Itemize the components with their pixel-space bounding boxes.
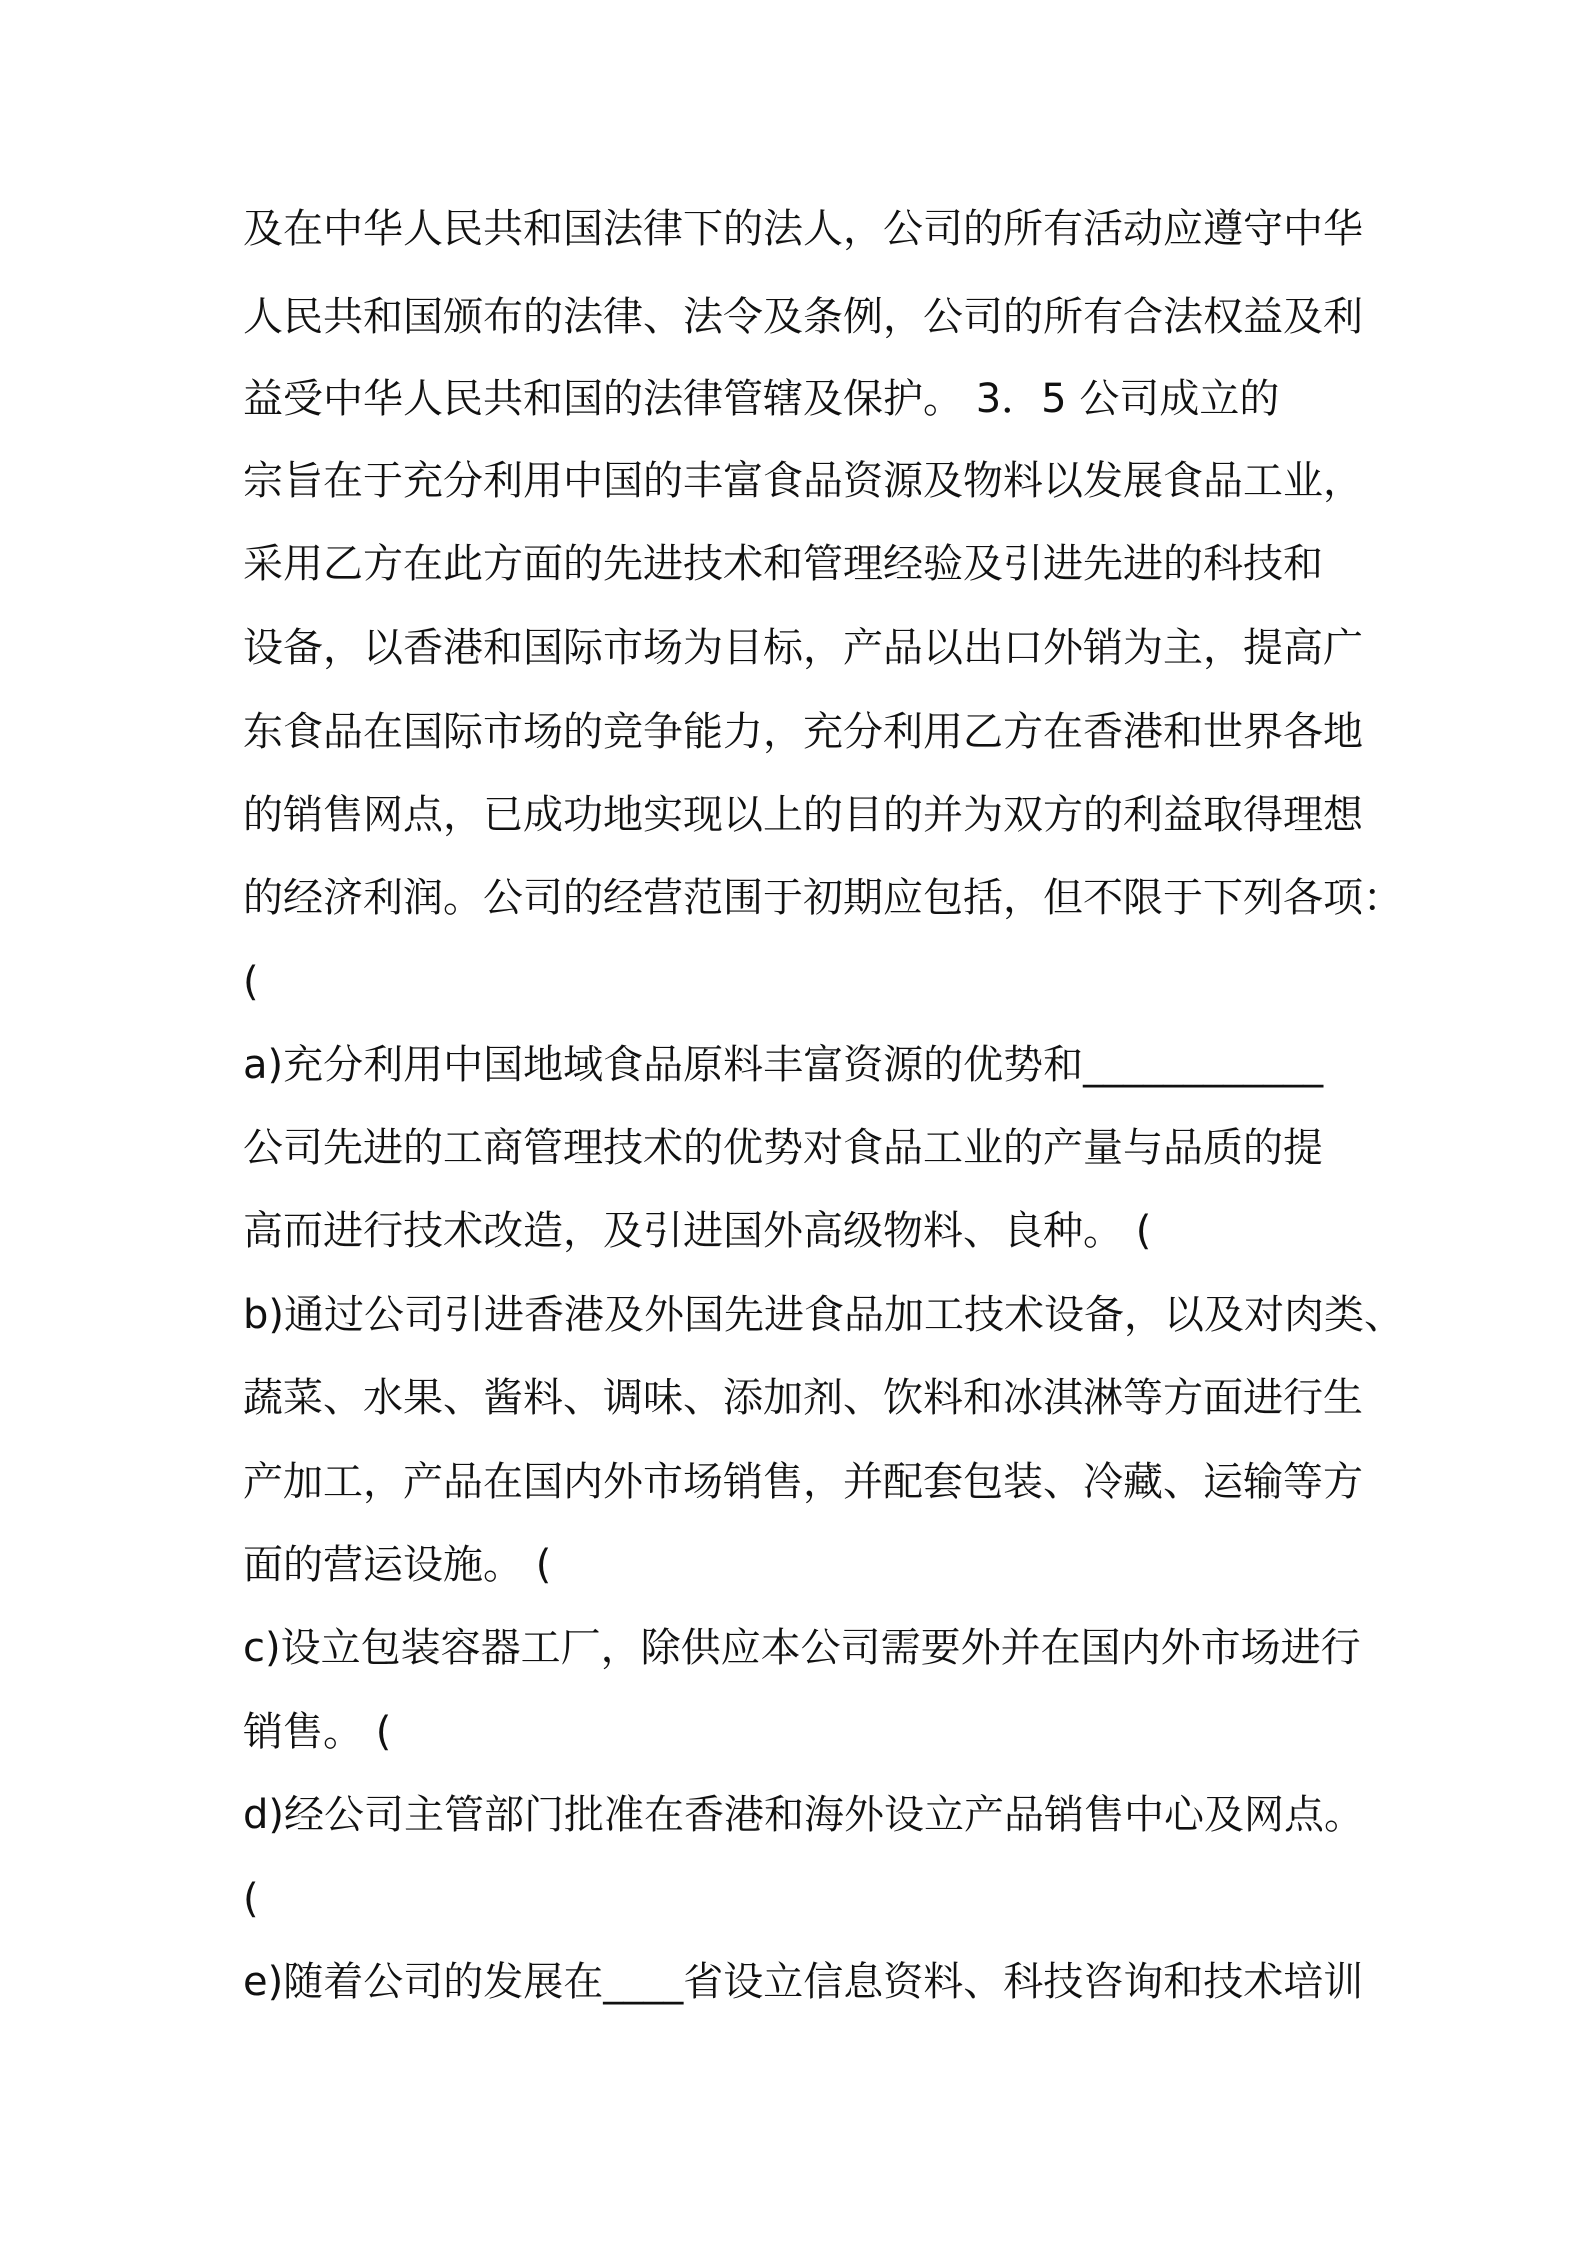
text-line: e)随着公司的发展在____省设立信息资料、科技咨询和技术培训	[243, 1959, 1364, 2005]
text-line: 的销售网点，已成功地实现以上的目的并为双方的利益取得理想	[243, 792, 1363, 838]
text-line: 及在中华人民共和国法律下的法人，公司的所有活动应遵守中华	[243, 206, 1363, 252]
text-line: 宗旨在于充分利用中国的丰富食品资源及物料以发展食品工业，	[243, 458, 1363, 504]
text-line: d)经公司主管部门批准在香港和海外设立产品销售中心及网点。	[243, 1792, 1364, 1838]
text-line: c)设立包装容器工厂，除供应本公司需要外并在国内外市场进行	[243, 1625, 1361, 1671]
text-line: 高而进行技术改造，及引进国外高级物料、良种。 (	[243, 1208, 1152, 1254]
text-line: (	[243, 959, 259, 1005]
text-line: 人民共和国颁布的法律、法令及条例，公司的所有合法权益及利	[243, 294, 1363, 340]
text-line: 销售。 (	[243, 1709, 392, 1755]
text-line: 采用乙方在此方面的先进技术和管理经验及引进先进的科技和	[243, 541, 1323, 587]
text-line: 公司先进的工商管理技术的优势对食品工业的产量与品质的提	[243, 1125, 1323, 1171]
text-line: 产加工，产品在国内外市场销售，并配套包装、冷藏、运输等方	[243, 1459, 1363, 1505]
text-line: 的经济利润。公司的经营范围于初期应包括，但不限于下列各项：	[243, 875, 1403, 921]
text-line: (	[243, 1876, 259, 1922]
text-line: 益受中华人民共和国的法律管辖及保护。 3．5 公司成立的	[243, 376, 1280, 422]
text-line: 设备，以香港和国际市场为目标，产品以出口外销为主，提高广	[243, 625, 1363, 671]
text-line: 蔬菜、水果、酱料、调味、添加剂、饮料和冰淇淋等方面进行生	[243, 1375, 1363, 1421]
text-line: 面的营运设施。 (	[243, 1542, 552, 1588]
text-line: a)充分利用中国地域食品原料丰富资源的优势和____________	[243, 1042, 1324, 1088]
text-line: 东食品在国际市场的竞争能力，充分利用乙方在香港和世界各地	[243, 709, 1363, 755]
text-line: b)通过公司引进香港及外国先进食品加工技术设备，以及对肉类、	[243, 1292, 1404, 1338]
